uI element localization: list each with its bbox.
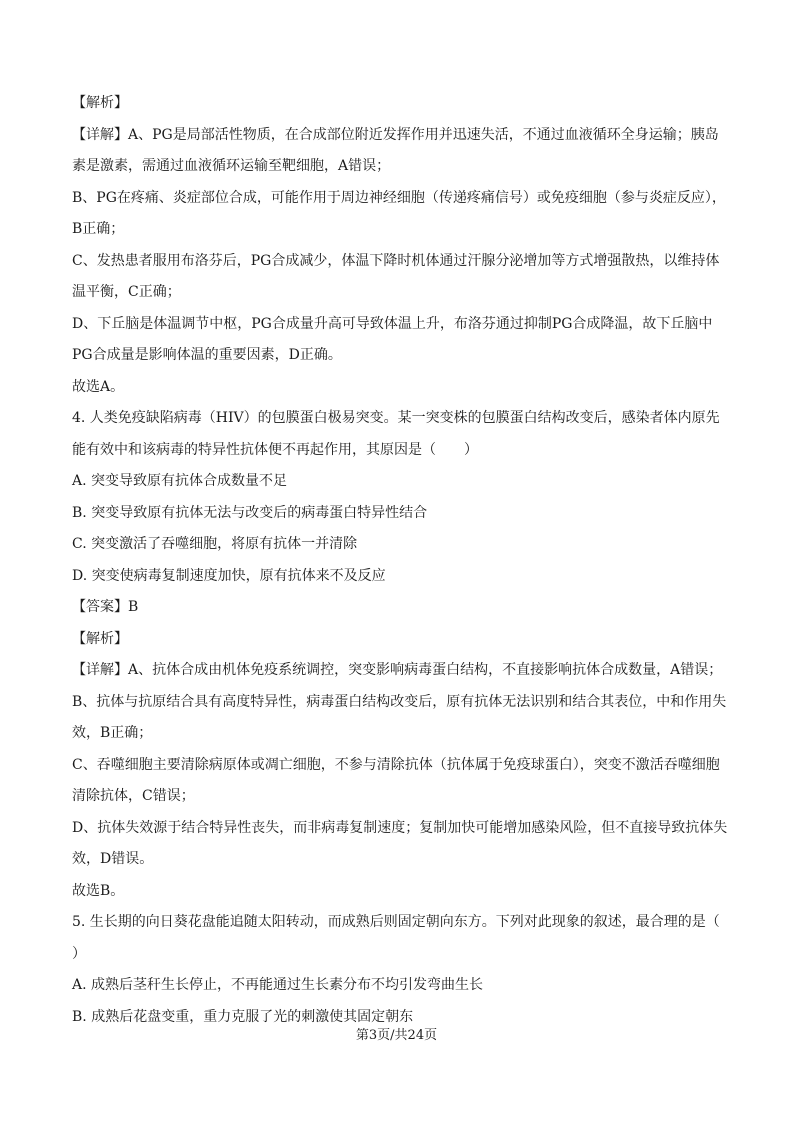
detail-line: C、发热患者服用布洛芬后，PG合成减少，体温下降时机体通过汗腺分泌增加等方式增强散热，以维持体 (72, 252, 720, 269)
detail-line: C、吞噬细胞主要清除病原体或凋亡细胞，不参与清除抗体（抗体属于免疫球蛋白），突变不激活吞噬细胞 (72, 756, 720, 773)
answer-line: 【答案】B (72, 599, 139, 615)
detail-line: 【详解】A、抗体合成由机体免疫系统调控，突变影响病毒蛋白结构，不直接影响抗体合成数量，A错误； (72, 662, 723, 678)
option-b: B. 成熟后花盘变重，重力克服了光的刺激使其固定朝东 (72, 1008, 414, 1025)
answer-choice-line: 故选B。 (72, 882, 125, 899)
detail-line: PG合成量是影响体温的重要因素，D正确。 (72, 347, 342, 363)
option-b: B. 突变导致原有抗体无法与改变后的病毒蛋白特异性结合 (72, 504, 428, 521)
answer-choice-line: 故选A。 (72, 378, 125, 395)
question-5-stem: ） (72, 945, 86, 962)
detail-line: 效，D错误。 (72, 851, 154, 867)
detail-line: D、抗体失效源于结合特异性丧失，而非病毒复制速度；复制加快可能增加感染风险，但不直接导致抗体失 (72, 819, 728, 836)
detail-line: 素是激素，需通过血液循环运输至靶细胞，A错误； (72, 158, 391, 174)
detail-line: 【详解】A、PG是局部活性物质，在合成部位附近发挥作用并迅速失活，不通过血液循环全身运输；胰岛 (72, 126, 719, 143)
option-a: A. 突变导致原有抗体合成数量不足 (72, 473, 288, 489)
option-d: D. 突变使病毒复制速度加快，原有抗体来不及反应 (72, 567, 386, 584)
option-a: A. 成熟后茎秆生长停止，不再能通过生长素分布不均引发弯曲生长 (72, 977, 484, 993)
question-4-stem: 4. 人类免疫缺陷病毒（HIV）的包膜蛋白极易突变。某一突变株的包膜蛋白结构改变后，感染者体内原先 (72, 410, 720, 426)
detail-line: D、下丘脑是体温调节中枢，PG合成量升高可导致体温上升，布洛芬通过抑制PG合成降温，故下丘脑中 (72, 315, 713, 332)
detail-line: 效，B正确； (72, 725, 153, 741)
detail-line: 清除抗体，C错误； (72, 788, 195, 804)
question-4-stem: 能有效中和该病毒的特异性抗体便不再起作用，其原因是（ ） (72, 441, 478, 458)
detail-line: B正确； (72, 221, 125, 237)
analysis-heading-1: 【解析】 (72, 95, 128, 111)
page-content (72, 88, 732, 1033)
detail-line: B、PG在疼痛、炎症部位合成，可能作用于周边神经细胞（传递疼痛信号）或免疫细胞（参与炎症反应）， (72, 189, 726, 206)
question-5-stem: 5. 生长期的向日葵花盘能追随太阳转动，而成熟后则固定朝向东方。下列对此现象的叙述，最合理的是（ (72, 914, 720, 930)
detail-line: B、抗体与抗原结合具有高度特异性，病毒蛋白结构改变后，原有抗体无法识别和结合其表位，中和作用失 (72, 693, 727, 710)
analysis-heading-2: 【解析】 (72, 630, 128, 647)
option-c: C. 突变激活了吞噬细胞，将原有抗体一并清除 (72, 536, 358, 552)
detail-line: 温平衡，C正确； (72, 284, 181, 300)
page-number-footer: 第3页/共24页 (355, 1028, 438, 1043)
